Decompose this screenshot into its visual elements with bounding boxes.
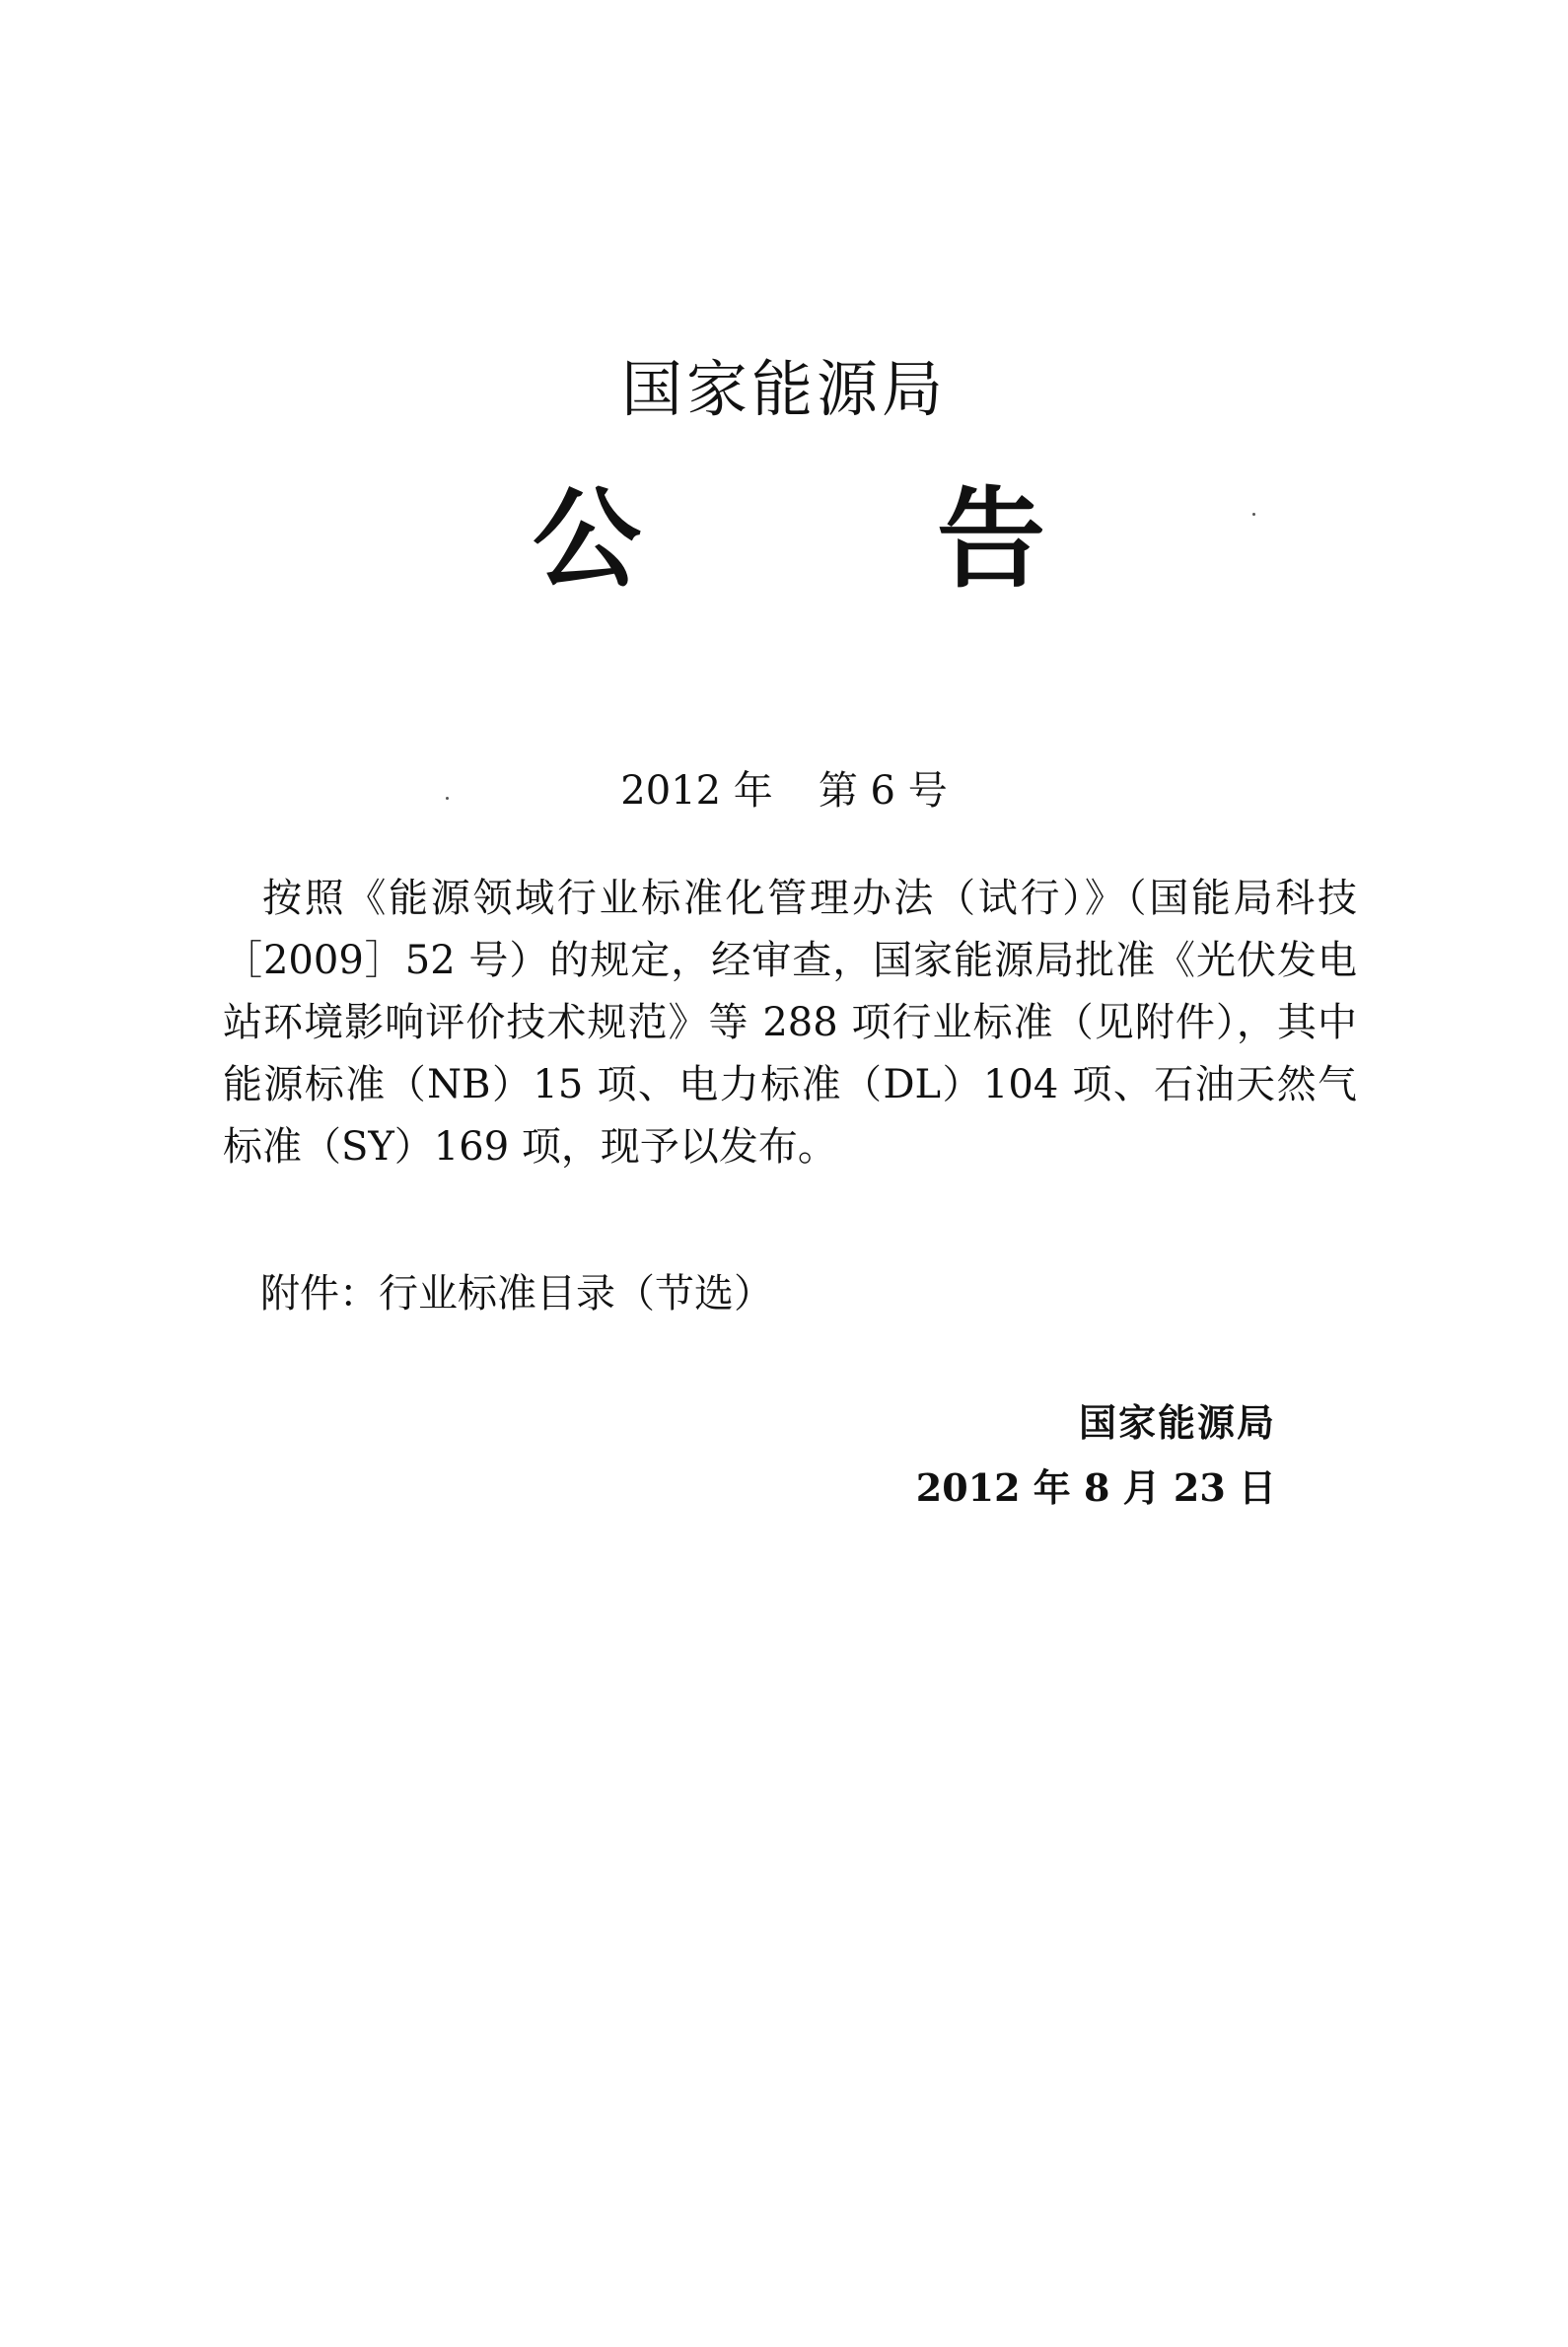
signature-organization: 国家能源局 [1078, 1401, 1276, 1445]
document-year: 2012 年 [620, 768, 773, 814]
document-number [0, 759, 1568, 816]
attachment-line: 附件：行业标准目录（节选） [260, 1271, 773, 1316]
issuer-title: 国家能源局 [620, 353, 947, 425]
scan-speck [1252, 513, 1255, 516]
announcement-body: 按照《能源领域行业标准化管理办法（试行）》（国能局科技［2009］52 号）的规定，经审查，国家能源局批准《光伏发电站环境影响评价技术规范》等 288 项行业标准（见附件），其中能源标准（NB）15 项、电力标准（DL）104 项、石油天然气标准（SY）169 项，现予以发布。 [223, 876, 1357, 1170]
scan-speck [446, 797, 449, 800]
document-serial: 第 6 号 [818, 768, 948, 814]
document-type-char-1: 公 [533, 476, 641, 603]
document-type-char-2: 告 [937, 476, 1045, 603]
signature-date: 2012 年 8 月 23 日 [915, 1465, 1276, 1510]
document-type-heading [533, 476, 1045, 603]
